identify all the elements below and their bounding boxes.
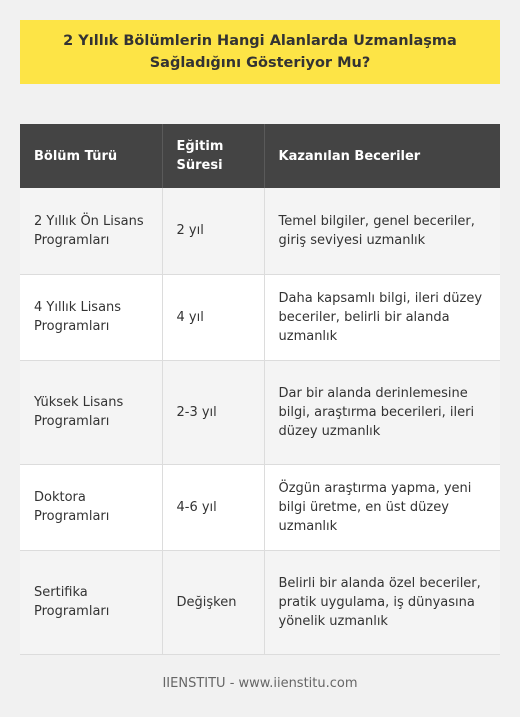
table-row — [20, 464, 500, 550]
table-row — [20, 360, 500, 464]
skills-cell: Belirli bir alanda özel beceriler, pratik uygulama, iş dünyasına yönelik uzmanlık — [264, 550, 500, 654]
column-header: Eğitim Süresi — [162, 124, 264, 188]
duration-cell: 4 yıl — [162, 274, 264, 360]
table-row — [20, 550, 500, 654]
program-type-cell: Sertifika Programları — [20, 550, 162, 654]
duration-cell: 2 yıl — [162, 188, 264, 274]
duration-cell: 4-6 yıl — [162, 464, 264, 550]
table-row — [20, 188, 500, 274]
table-row — [20, 274, 500, 360]
column-header: Bölüm Türü — [20, 124, 162, 188]
program-type-cell: 2 Yıllık Ön Lisans Programları — [20, 188, 162, 274]
program-type-cell: Yüksek Lisans Programları — [20, 360, 162, 464]
skills-cell: Özgün araştırma yapma, yeni bilgi üretme, en üst düzey uzmanlık — [264, 464, 500, 550]
table-header-row — [20, 124, 500, 188]
program-type-cell: Doktora Programları — [20, 464, 162, 550]
footer-credit: IIENSTITU - www.iienstitu.com — [162, 676, 358, 691]
duration-cell: Değişken — [162, 550, 264, 654]
page-title: 2 Yıllık Bölümlerin Hangi Alanlarda Uzmanlaşma Sağladığını Gösteriyor Mu? — [63, 33, 457, 71]
skills-cell: Daha kapsamlı bilgi, ileri düzey beceriler, belirli bir alanda uzmanlık — [264, 274, 500, 360]
comparison-table — [20, 124, 500, 655]
title-banner — [20, 20, 500, 84]
skills-cell: Temel bilgiler, genel beceriler, giriş seviyesi uzmanlık — [264, 188, 500, 274]
program-type-cell: 4 Yıllık Lisans Programları — [20, 274, 162, 360]
duration-cell: 2-3 yıl — [162, 360, 264, 464]
skills-cell: Dar bir alanda derinlemesine bilgi, araştırma becerileri, ileri düzey uzmanlık — [264, 360, 500, 464]
column-header: Kazanılan Beceriler — [264, 124, 500, 188]
